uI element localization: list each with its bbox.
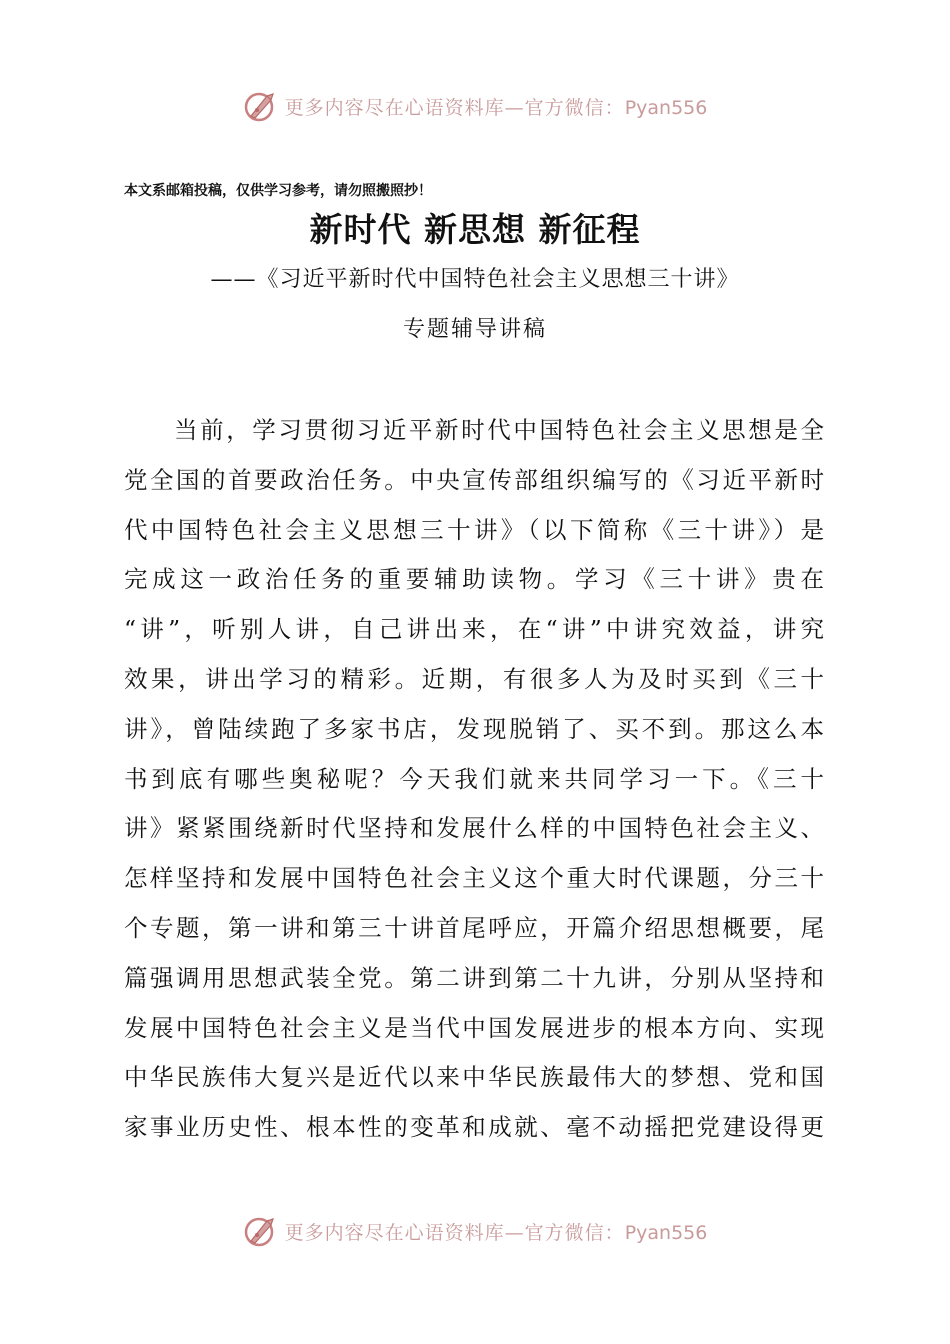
submission-notice: 本文系邮箱投稿，仅供学习参考，请勿照搬照抄！ [124,183,432,199]
body-line: 讲》，曾陆续跑了多家书店，发现脱销了、买不到。那这么本 [124,714,826,743]
body-line: 个专题，第一讲和第三十讲首尾呼应，开篇介绍思想概要，尾 [124,913,826,942]
pen-nib-circle-icon [243,88,279,124]
body-line: 讲》紧紧围绕新时代坚持和发展什么样的中国特色社会主义、 [124,814,826,843]
body-line: 完成这一政治任务的重要辅助读物。学习《三十讲》贵在 [124,565,826,594]
watermark-dash: — [504,96,525,119]
body-line: 当前，学习贯彻习近平新时代中国特色社会主义思想是全 [174,416,826,444]
watermark-id: Pyan556 [624,96,708,119]
body-line: 发展中国特色社会主义是当代中国发展进步的根本方向、实现 [124,1013,826,1042]
body-line: 家事业历史性、根本性的变革和成就、毫不动摇把党建设得更 [124,1113,826,1142]
body-line: 篇强调用思想武装全党。第二讲到第二十九讲，分别从坚持和 [124,963,826,992]
watermark-id: Pyan556 [624,1221,708,1244]
page-subtitle-2: 专题辅导讲稿 [402,317,547,342]
body-line: “讲”，听别人讲，自己讲出来，在“讲”中讲究效益，讲究 [124,615,826,644]
body-paragraph [124,406,826,1153]
watermark-brand: 更多内容尽在心语资料库 [284,96,505,119]
body-line: 代中国特色社会主义思想三十讲》（以下简称《三十讲》）是 [124,515,826,544]
body-line: 怎样坚持和发展中国特色社会主义这个重大时代课题，分三十 [124,864,826,893]
watermark-label: 官方微信： [524,96,625,119]
body-line: 效果，讲出学习的精彩。近期，有很多人为及时买到《三十 [124,664,826,693]
page-title: 新时代 新思想 新征程 [309,210,641,249]
body-line: 中华民族伟大复兴是近代以来中华民族最伟大的梦想、党和国 [124,1063,826,1092]
body-line: 书到底有哪些奥秘呢？今天我们就来共同学习一下。《三十 [124,764,826,793]
watermark-label: 官方微信： [524,1221,625,1244]
watermark-brand: 更多内容尽在心语资料库 [284,1221,505,1244]
watermark-text [285,1218,708,1245]
watermark-top [0,86,950,126]
watermark-bottom [0,1211,950,1251]
watermark-dash: — [504,1221,525,1244]
body-line: 党全国的首要政治任务。中央宣传部组织编写的《习近平新时 [124,465,826,494]
pen-nib-circle-icon [243,1213,279,1249]
page-subtitle: ——《习近平新时代中国特色社会主义思想三十讲》 [210,267,740,292]
watermark-text [285,93,708,120]
